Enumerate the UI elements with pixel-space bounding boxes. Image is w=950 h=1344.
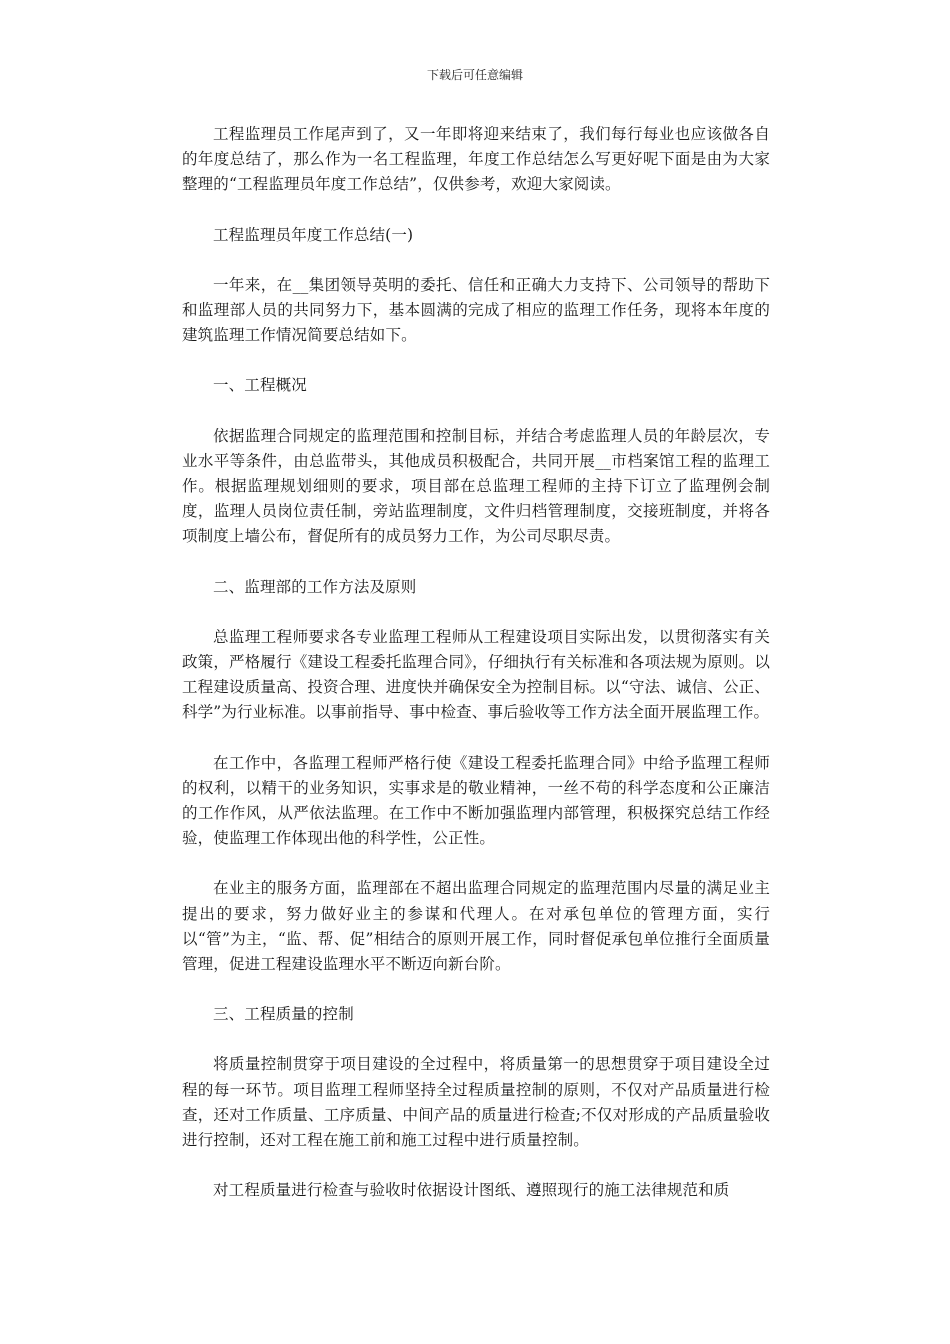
document-title: 工程监理员年度工作总结(一)	[213, 225, 414, 244]
paragraph-2: 依据监理合同规定的监理范围和控制目标，并结合考虑监理人员的年龄层次，专业水平等条件，由总监带头，其他成员积极配合，共同开展__市档案馆工程的监理工作。根据监理规划细则的要求，项目部在总监理工程师的主持下订立了监理例会制度，监理人员岗位责任制，旁站监理制度，文件归档管理制度，交接班制度，并将各项制度上墙公布，督促所有的成员努力工作，为公司尽职尽责。	[182, 426, 770, 546]
intro-paragraph: 工程监理员工作尾声到了，又一年即将迎来结束了，我们每行每业也应该做各自的年度总结了，那么作为一名工程监理，年度工作总结怎么写更好呢下面是由为大家整理的“工程监理员年度工作总结”，仅供参考，欢迎大家阅读。	[182, 125, 770, 194]
section-heading-3: 三、工程质量的控制	[213, 1005, 354, 1024]
document-body	[182, 122, 770, 1229]
paragraph-7: 对工程质量进行检查与验收时依据设计图纸、遵照现行的施工法律规范和质	[213, 1181, 730, 1200]
section-heading-1: 一、工程概况	[213, 376, 307, 395]
page-header-label: 下载后可任意编辑	[426, 68, 523, 82]
paragraph-1: 一年来，在__集团领导英明的委托、信任和正确大力支持下、公司领导的帮助下和监理部人员的共同努力下，基本圆满的完成了相应的监理工作任务，现将本年度的建筑监理工作情况简要总结如下。	[182, 275, 770, 345]
paragraph-4: 在工作中，各监理工程师严格行使《建设工程委托监理合同》中给予监理工程师的权利，以精干的业务知识，实事求是的敬业精神，一丝不苟的科学态度和公正廉洁的工作作风，从严依法监理。在工作中不断加强监理内部管理，积极探究总结工作经验，使监理工作体现出他的科学性，公正性。	[182, 753, 770, 848]
paragraph-5: 在业主的服务方面，监理部在不超出监理合同规定的监理范围内尽量的满足业主提出的要求，努力做好业主的参谋和代理人。在对承包单位的管理方面，实行以“管”为主，“监、帮、促”相结合的原则开展工作，同时督促承包单位推行全面质量管理，促进工程建设监理水平不断迈向新台阶。	[182, 879, 770, 974]
paragraph-3: 总监理工程师要求各专业监理工程师从工程建设项目实际出发，以贯彻落实有关政策，严格履行《建设工程委托监理合同》，仔细执行有关标准和各项法规为原则。以工程建设质量高、投资合理、进度快并确保安全为控制目标。以“守法、诚信、公正、科学”为行业标准。以事前指导、事中检查、事后验收等工作方法全面开展监理工作。	[182, 627, 770, 722]
section-heading-2: 二、监理部的工作方法及原则	[213, 577, 417, 596]
paragraph-6: 将质量控制贯穿于项目建设的全过程中，将质量第一的思想贯穿于项目建设全过程的每一环节。项目监理工程师坚持全过程质量控制的原则，不仅对产品质量进行检查，还对工作质量、工序质量、中间产品的质量进行检查;不仅对形成的产品质量验收进行控制，还对工程在施工前和施工过程中进行质量控制。	[182, 1055, 770, 1150]
